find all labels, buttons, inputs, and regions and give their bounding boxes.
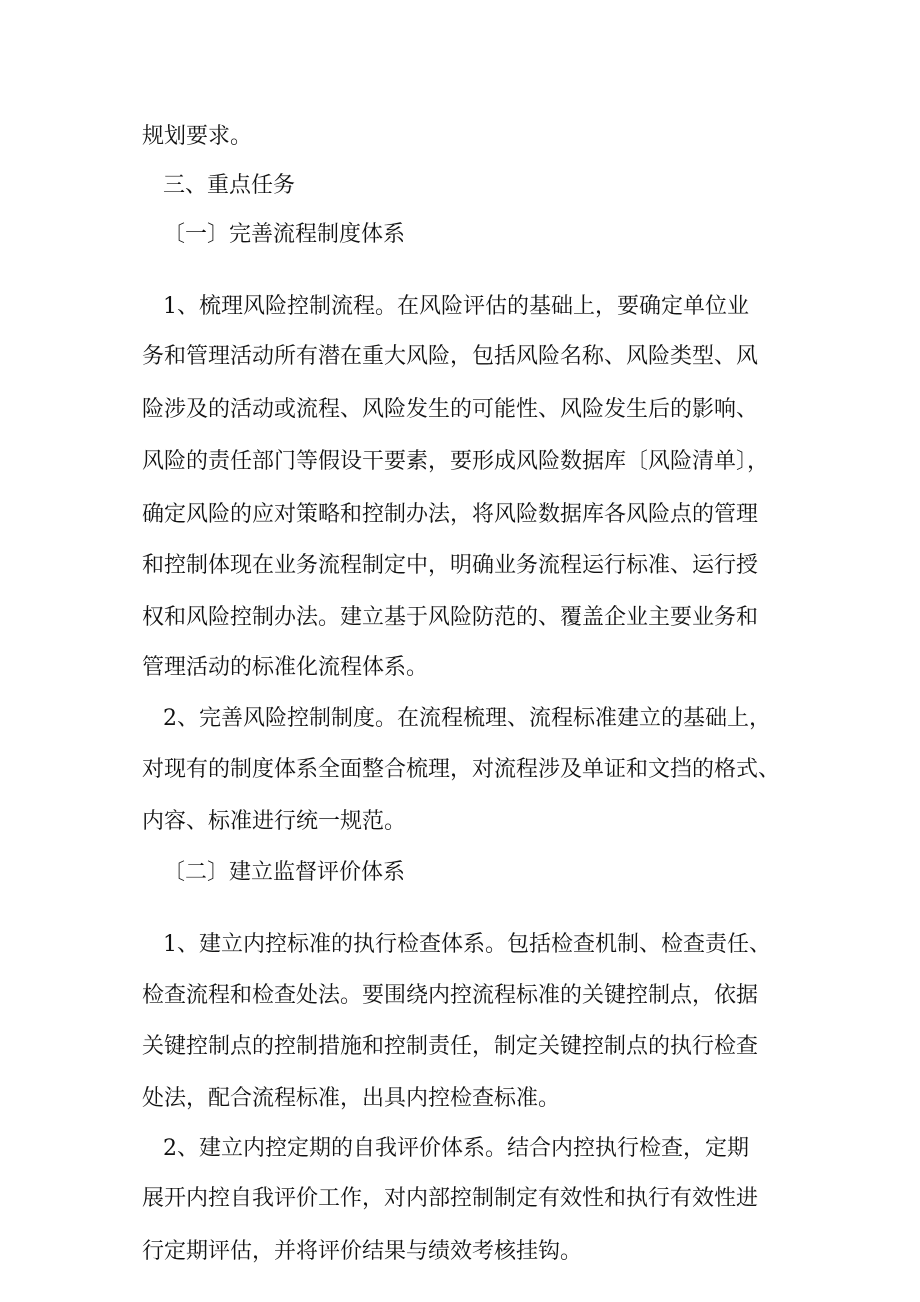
subsection-heading: 〔一〕完善流程制度体系 <box>163 222 406 247</box>
text-line: 规划要求。 <box>142 124 253 149</box>
paragraph-line: 处法，配合流程标准，出具内控检查标准。 <box>142 1086 561 1111</box>
paragraph-line: 2、建立内控定期的自我评价体系。结合内控执行检查，定期 <box>163 1136 749 1161</box>
paragraph-line: 内容、标准进行统一规范。 <box>142 809 407 834</box>
paragraph-line: 对现有的制度体系全面整合梳理，对流程涉及单证和文挡的格式、 <box>142 757 781 782</box>
paragraph-line: 2、完善风险控制制度。在流程梳理、流程标准建立的基础上， <box>163 706 771 731</box>
paragraph-line: 和控制体现在业务流程制定中，明确业务流程运行标准、运行授 <box>142 553 759 578</box>
paragraph-line: 检查流程和检查处法。要围绕内控流程标准的关键控制点，依据 <box>142 983 759 1008</box>
subsection-heading: 〔二〕建立监督评价体系 <box>163 860 406 885</box>
paragraph-line: 行定期评估，并将评价结果与绩效考核挂钩。 <box>142 1239 583 1264</box>
paragraph-line: 风险的责任部门等假设干要素，要形成风险数据库〔风险清单〕， <box>142 449 770 474</box>
paragraph-line: 1、建立内控标准的执行检查体系。包括检查机制、检查责任、 <box>163 932 771 957</box>
paragraph-line: 展开内控自我评价工作，对内部控制制定有效性和执行有效性进 <box>142 1186 759 1211</box>
paragraph-line: 关键控制点的控制措施和控制责任，制定关键控制点的执行检查 <box>142 1034 759 1059</box>
section-heading: 三、重点任务 <box>163 173 296 198</box>
paragraph-line: 务和管理活动所有潜在重大风险，包括风险名称、风险类型、风 <box>142 344 759 369</box>
paragraph-line: 险涉及的活动或流程、风险发生的可能性、风险发生后的影响、 <box>142 397 759 422</box>
paragraph-line: 管理活动的标准化流程体系。 <box>142 655 429 680</box>
paragraph-line: 确定风险的应对策略和控制办法，将风险数据库各风险点的管理 <box>142 502 759 527</box>
paragraph-line: 权和风险控制办法。建立基于风险防范的、覆盖企业主要业务和 <box>142 605 759 630</box>
paragraph-line: 1、梳理风险控制流程。在风险评估的基础上，要确定单位业 <box>163 294 749 319</box>
